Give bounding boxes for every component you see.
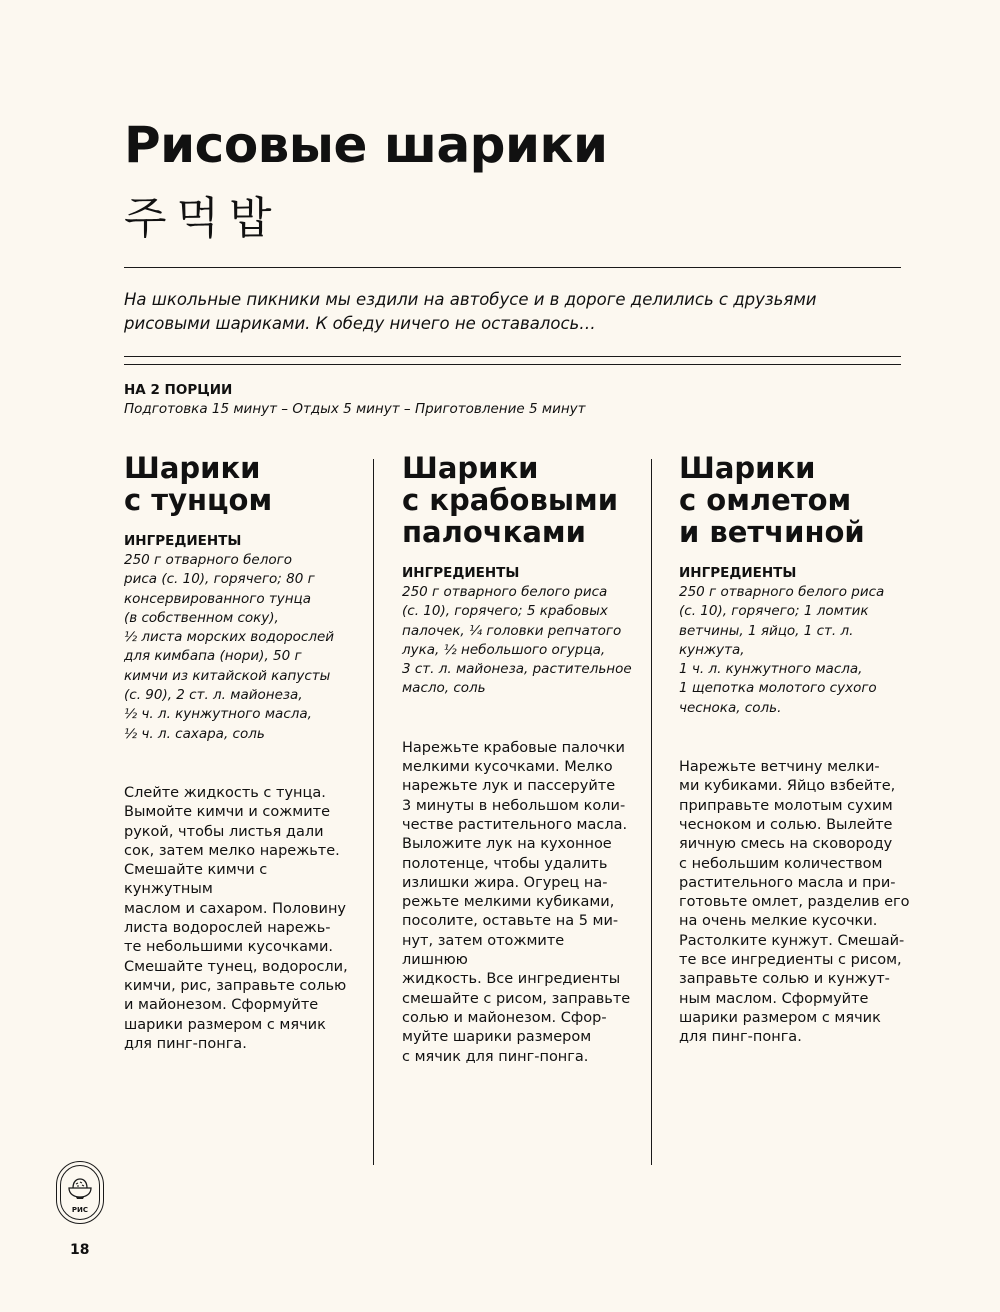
recipe-title: Шарики с крабовыми палочками	[402, 451, 619, 549]
timing-label: Подготовка 15 минут – Отдых 5 минут – Приготовление 5 минут	[124, 401, 586, 417]
recipe-column-tuna	[124, 452, 356, 1054]
rice-bowl-icon	[67, 1176, 93, 1200]
recipe-title: Шарики с тунцом	[124, 451, 273, 517]
section-badge	[56, 1161, 104, 1224]
korean-subtitle: 주먹밥	[124, 193, 282, 244]
ingredients-heading: ИНГРЕДИЕНТЫ	[402, 565, 520, 581]
recipe-title: Шарики с омлетом и ветчиной	[679, 451, 865, 549]
column-divider-2	[651, 459, 652, 1165]
ingredients-heading: ИНГРЕДИЕНТЫ	[124, 533, 242, 549]
method-text: Слейте жидкость с тунца. Вымойте кимчи и сожмите рукой, чтобы листья дали сок, затем мелко нарежьте. Смешайте кимчи с кунжутным маслом и сахаром. Половину листа водорослей нарежь- те небольшими кусочками. Смешайте тунец, водоросли, кимчи, рис, заправьте солью и майонезом. Сформуйте шарики размером с мячик для пинг-понга.	[124, 784, 348, 1052]
ingredients-heading: ИНГРЕДИЕНТЫ	[679, 565, 797, 581]
column-divider-1	[373, 459, 374, 1165]
page-title: Рисовые шарики	[124, 116, 608, 174]
servings-label: НА 2 ПОРЦИИ	[124, 382, 233, 398]
ingredients-text: 250 г отварного белого риса (с. 10), горячего; 1 ломтик ветчины, 1 яйцо, 1 ст. л. кунжута, 1 ч. л. кунжутного масла, 1 щепотка молотого сухого чеснока, соль.	[679, 584, 885, 716]
method-text: Нарежьте крабовые палочки мелкими кусочками. Мелко нарежьте лук и пассеруйте 3 минуты в небольшом коли- честве растительного масла. Выложите лук на кухонное полотенце, чтобы удалить излишки жира. Огурец на- режьте мелкими кубиками, посолите, оставьте на 5 ми- нут, затем отожмите лишнюю жидкость. Все ингредиенты смешайте с рисом, заправьте солью и майонезом. Сфор- муйте шарики размером с мячик для пинг-понга.	[402, 739, 631, 1065]
badge-label: РИС	[71, 1206, 89, 1214]
intro-text: На школьные пикники мы ездили на автобусе и в дороге делились с друзьями рисовыми шариками. К обеду ничего не оставалось…	[124, 290, 817, 333]
divider-double-2	[124, 364, 901, 365]
page-number: 18	[70, 1242, 90, 1258]
method-text: Нарежьте ветчину мелки- ми кубиками. Яйцо взбейте, приправьте молотым сухим чесноком и солью. Вылейте яичную смесь на сковороду с небольшим количеством растительного масла и при- готовьте омлет, разделив его на очень мелкие кусочки. Растолките кунжут. Смешай- те все ингредиенты с рисом, заправьте солью и кунжут- ным маслом. Сформуйте шарики размером с мячик для пинг-понга.	[679, 759, 910, 1046]
recipe-column-omelet	[679, 452, 911, 1048]
divider-top	[124, 267, 901, 268]
ingredients-text: 250 г отварного белого риса (с. 10), горячего; 5 крабовых палочек, ¼ головки репчатого лука, ½ небольшого огурца, 3 ст. л. майонеза, растительное масло, соль	[402, 584, 632, 697]
divider-double-1	[124, 356, 901, 357]
ingredients-text: 250 г отварного белого риса (с. 10), горячего; 80 г консервированного тунца (в собственном соку), ½ листа морских водорослей для кимбапа (нори), 50 г кимчи из китайской капусты (с. 90), 2 ст. л. майонеза, ½ ч. л. кунжутного масла, ½ ч. л. сахара, соль	[124, 552, 335, 742]
recipe-column-crab	[402, 452, 634, 1067]
